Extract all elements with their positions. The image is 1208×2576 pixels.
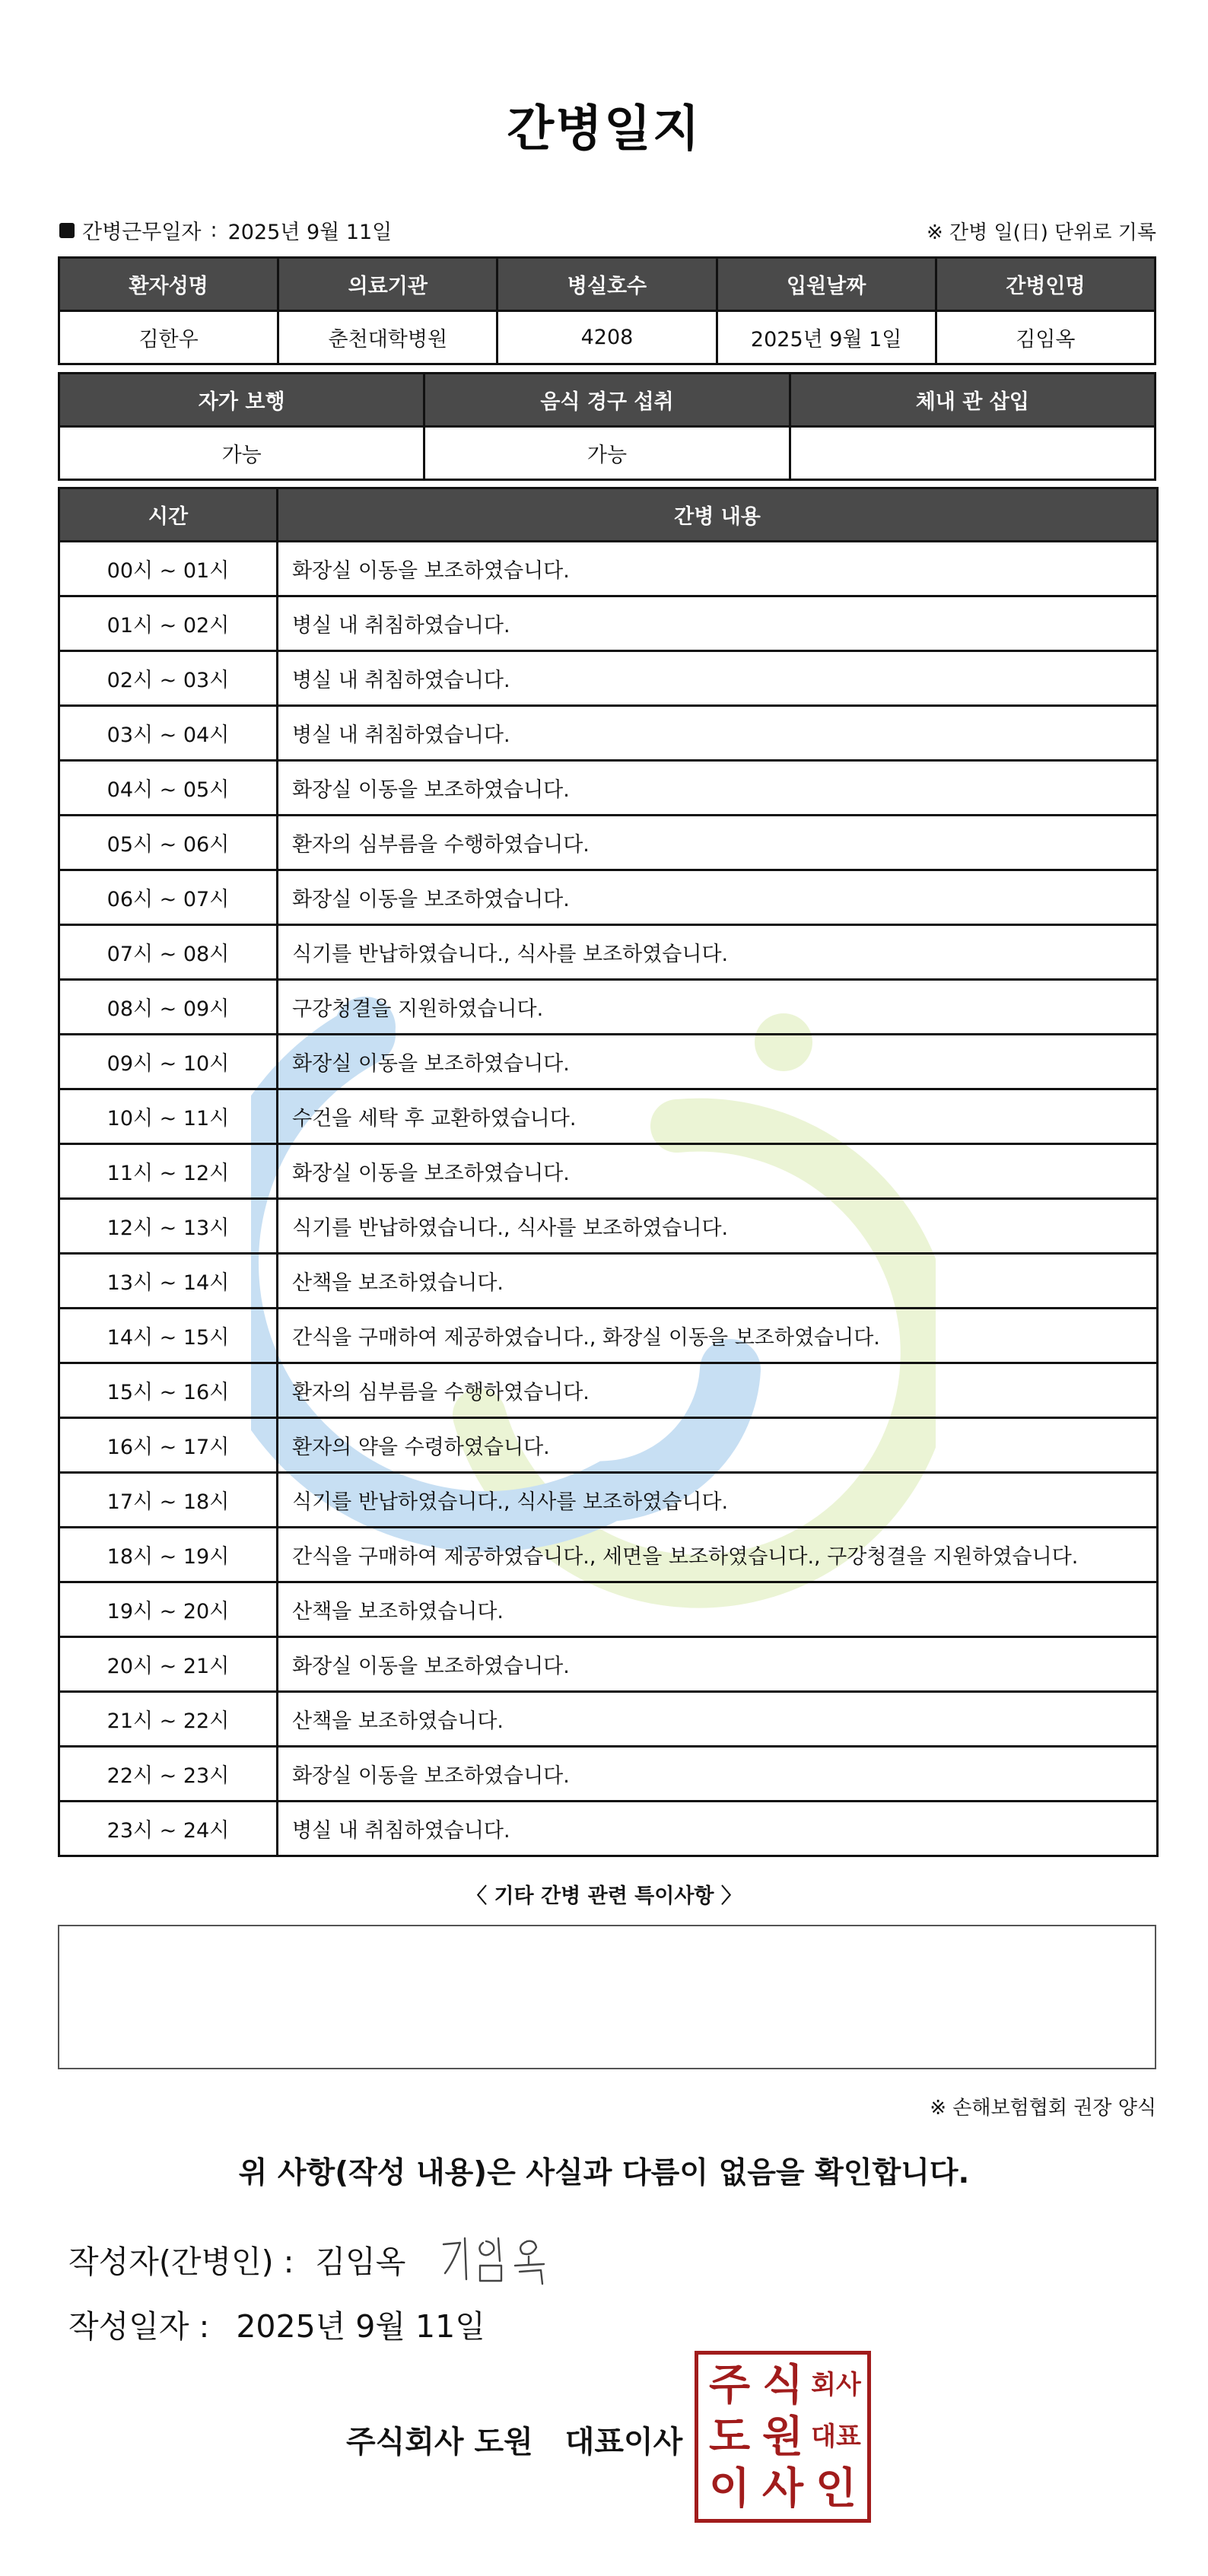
handwritten-signature [437,2231,567,2291]
log-content: 수건을 세탁 후 교환하였습니다. [278,1089,1158,1144]
care-log-row [59,1582,1158,1637]
log-time: 09시 ~ 10시 [59,1035,278,1089]
write-date-value: 2025년 9월 11일 [236,2308,485,2345]
work-date [59,215,392,245]
notes-heading: 〈 기타 간병 관련 특이사항 〉 [466,1884,742,1908]
company-seal-stamp [695,2351,871,2523]
notes-box [58,1925,1156,2069]
log-content: 병실 내 취침하였습니다. [278,1802,1158,1856]
header-walking: 자가 보행 [59,374,424,427]
work-date-label: 간병근무일자 [82,221,202,244]
care-log-row [59,761,1158,816]
log-time: 20시 ~ 21시 [59,1637,278,1692]
log-content: 환자의 심부름을 수행하였습니다. [278,816,1158,870]
care-log-row [59,1637,1158,1692]
unit-note: ※ 간병 일(日) 단위로 기록 [926,221,1156,244]
log-time: 00시 ~ 01시 [59,542,278,596]
care-log-row [59,1199,1158,1254]
header-admission-date: 입원날짜 [717,258,936,311]
square-bullet-icon [59,223,75,238]
log-time: 02시 ~ 03시 [59,651,278,706]
writer-label: 작성자(간병인) : [68,2244,294,2280]
care-log-row [59,870,1158,925]
care-log-row [59,1254,1158,1309]
company-signature-line [346,2418,682,2461]
care-log-table [58,487,1159,1857]
writer-name: 김임옥 [315,2244,406,2280]
care-log-row [59,1692,1158,1747]
header-time: 시간 [59,488,278,542]
write-date-line [68,2301,485,2346]
care-log-row [59,1528,1158,1582]
care-log-row [59,925,1158,980]
tube-insertion-value [790,427,1155,480]
log-content: 산책을 보조하였습니다. [278,1582,1158,1637]
care-log-row [59,596,1158,651]
seal-character: 사 [761,2463,804,2514]
header-room-number: 병실호수 [498,258,717,311]
log-time: 11시 ~ 12시 [59,1144,278,1199]
care-log-row [59,1089,1158,1144]
header-care-content: 간병 내용 [278,488,1158,542]
company-representative-title: 대표이사 [564,2425,683,2460]
seal-character: 주 [708,2360,751,2410]
care-log-row [59,542,1158,596]
log-content: 환자의 약을 수령하였습니다. [278,1418,1158,1473]
writer-line [68,2237,405,2282]
log-content: 화장실 이동을 보조하였습니다. [278,542,1158,596]
seal-character: 이 [708,2463,751,2514]
care-log-row [59,816,1158,870]
log-content: 간식을 구매하여 제공하였습니다., 세면을 보조하였습니다., 구강청결을 지원하였습니다. [278,1528,1158,1582]
log-content: 식기를 반납하였습니다., 식사를 보조하였습니다. [278,925,1158,980]
patient-info-table [58,256,1156,365]
log-time: 12시 ~ 13시 [59,1199,278,1254]
care-log-row [59,1035,1158,1089]
log-time: 13시 ~ 14시 [59,1254,278,1309]
care-log-row [59,980,1158,1035]
log-content: 화장실 이동을 보조하였습니다. [278,1637,1158,1692]
care-log-row [59,1363,1158,1418]
care-log-row [59,706,1158,761]
header-tube-insertion: 체내 관 삽입 [790,374,1155,427]
log-time: 05시 ~ 06시 [59,816,278,870]
seal-character: 인 [815,2463,857,2514]
log-content: 화장실 이동을 보조하였습니다. [278,1747,1158,1802]
care-log-row [59,1309,1158,1363]
log-time: 18시 ~ 19시 [59,1528,278,1582]
log-content: 화장실 이동을 보조하였습니다. [278,1144,1158,1199]
care-log-row [59,651,1158,706]
log-content: 식기를 반납하였습니다., 식사를 보조하였습니다. [278,1199,1158,1254]
log-content: 화장실 이동을 보조하였습니다. [278,870,1158,925]
walking-value: 가능 [59,427,424,480]
log-time: 23시 ~ 24시 [59,1802,278,1856]
work-date-value: 2025년 9월 11일 [227,221,393,244]
write-date-label: 작성일자 : [68,2308,210,2345]
hospital-name: 춘천대학병원 [278,311,498,364]
work-date-separator: : [210,218,218,242]
seal-character: 원 [761,2412,804,2462]
log-time: 07시 ~ 08시 [59,925,278,980]
caregiver-name: 김임옥 [936,311,1155,364]
recommend-note: ※ 손해보험협회 권장 양식 [930,2097,1156,2120]
log-time: 21시 ~ 22시 [59,1692,278,1747]
log-time: 04시 ~ 05시 [59,761,278,816]
header-caregiver-name: 간병인명 [936,258,1155,311]
log-time: 15시 ~ 16시 [59,1363,278,1418]
log-content: 병실 내 취침하였습니다. [278,596,1158,651]
seal-character: 식 [761,2360,804,2410]
company-name: 주식회사 도원 [346,2425,533,2460]
log-content: 화장실 이동을 보조하였습니다. [278,1035,1158,1089]
log-time: 17시 ~ 18시 [59,1473,278,1528]
seal-character: 도 [708,2412,751,2462]
oral-intake-value: 가능 [424,427,790,480]
log-time: 19시 ~ 20시 [59,1582,278,1637]
page-title: 간병일지 [507,101,701,157]
care-log-row [59,1747,1158,1802]
log-content: 산책을 보조하였습니다. [278,1254,1158,1309]
log-time: 10시 ~ 11시 [59,1089,278,1144]
header-hospital: 의료기관 [278,258,498,311]
care-log-row [59,1473,1158,1528]
log-content: 식기를 반납하였습니다., 식사를 보조하였습니다. [278,1473,1158,1528]
log-content: 구강청결을 지원하였습니다. [278,980,1158,1035]
log-time: 22시 ~ 23시 [59,1747,278,1802]
log-time: 06시 ~ 07시 [59,870,278,925]
seal-character: 대표 [811,2422,861,2452]
header-oral-intake: 음식 경구 섭취 [424,374,790,427]
log-time: 14시 ~ 15시 [59,1309,278,1363]
care-log-row [59,1418,1158,1473]
log-content: 화장실 이동을 보조하였습니다. [278,761,1158,816]
room-number: 4208 [498,311,717,364]
log-time: 01시 ~ 02시 [59,596,278,651]
care-log-row [59,1802,1158,1856]
log-content: 산책을 보조하였습니다. [278,1692,1158,1747]
care-log-row [59,1144,1158,1199]
patient-name: 김한우 [59,311,278,364]
header-patient-name: 환자성명 [59,258,278,311]
log-content: 환자의 심부름을 수행하였습니다. [278,1363,1158,1418]
log-content: 간식을 구매하여 제공하였습니다., 화장실 이동을 보조하였습니다. [278,1309,1158,1363]
log-time: 03시 ~ 04시 [59,706,278,761]
confirmation-statement: 위 사항(작성 내용)은 사실과 다름이 없음을 확인합니다. [238,2156,970,2190]
log-time: 08시 ~ 09시 [59,980,278,1035]
seal-character: 회사 [811,2370,861,2400]
log-time: 16시 ~ 17시 [59,1418,278,1473]
patient-ability-table [58,372,1156,481]
log-content: 병실 내 취침하였습니다. [278,706,1158,761]
admission-date: 2025년 9월 1일 [717,311,936,364]
log-content: 병실 내 취침하였습니다. [278,651,1158,706]
